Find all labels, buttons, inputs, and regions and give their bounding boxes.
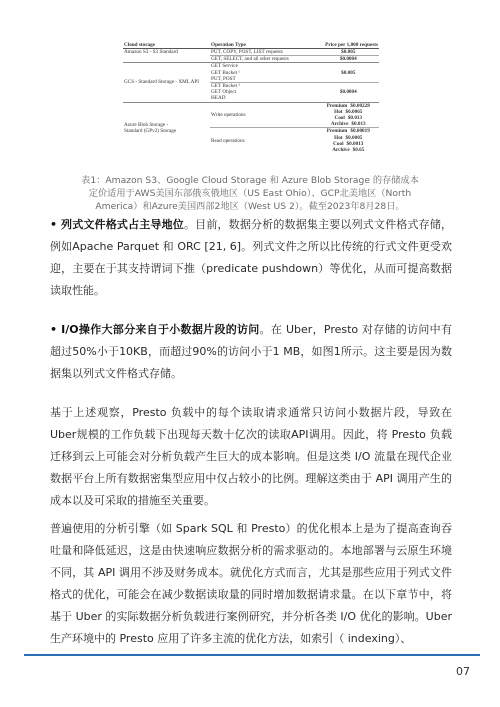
provider-gcs: GCS - Standard Storage - XML API [123,63,210,102]
price-cell: $0.005 [318,63,379,83]
paragraph-text: 。目前，数据分析的数据集主要以列式文件格式存储，例如Apache Parquet 和 ORC [21, 6]。列式文件之所以比传统的行式文件更受欢迎，主要在于其支持谓词下推（predicate pushdown）等优化，从而可提高数据读取性能。 [50,218,452,297]
tier-price: $0.00228 [350,102,370,109]
tier-label: Archive [330,121,349,128]
col-operation-type: Operation Type [210,42,318,49]
tier-price-cell [318,147,379,153]
table-caption: 表1：Amazon S3、Google Cloud Storage 和 Azure Blob Storage 的存储成本定价适用于AWS美国东部俄亥俄地区（US East Ohio）、GCP北美地区（North America）和Azure美国西部2地区（West US 2）。截至2023年8月28日。 [81,175,419,212]
table-row [123,102,379,109]
col-price: Price per 1,000 requests [318,42,379,49]
page-number: 07 [456,665,470,678]
tier-price: $0.013 [351,121,366,128]
tier-label: Premium [326,102,348,109]
footer-rule [24,654,480,656]
tier-label: Cool [334,115,345,122]
operation-cell: GET Service [210,63,318,70]
paragraph-analysis-engines: 普遍使用的分析引擎（如 Spark SQL 和 Presto）的优化根本上是为了提高查询吞吐量和降低延迟，这是由快速响应数据分析的需求驱动的。本地部署与云原生环境不同，其 API 调用不涉及财务成本。就优化方式而言，尤其是那些应用于列式文件格式的优化，可能会在减少数据读取量的同时增加数据请求量。在以下章节中，将基于 Uber 的实际数据分析负载进行案例研究，并分析各类 I/O 优化的影响。Uber 生产环境中的 Presto 应用了许多主流的优化方法，如索引（ indexing）、 [50,522,452,645]
table-row [123,49,379,56]
col-cloud-storage: Cloud storage [123,42,210,49]
tier-label: Archive [332,147,350,154]
paragraph-observation: 基于上述观察，Presto 负载中的每个读取请求通常只访问小数据片段，导致在Uber规模的工作负载下出现每天数十亿次的读取API调用。因此，将 Presto 负载迁移到云上可能会对分析负载产生巨大的成本影响。但是这类 I/O 流量在现代企业数据平台上所有数据密集型应用中仅占较小的比例。理解这类由于 API 调用产生的成本以及可采取的措施至关重要。 [50,406,452,507]
tier-label: Hot [334,108,343,115]
operation-cell: GET Bucket ² [210,83,318,90]
tier-price: $0.013 [347,115,363,122]
tier-price-cell [318,102,379,109]
operation-cell: PUT, POST [211,75,236,82]
table-row [123,63,379,70]
operation-cell: GET Bucket ¹ [211,69,240,76]
provider-azure-line1: Azure Blob Storage - [124,121,169,128]
provider-s3: Amazon S3 - S3 Standard [124,49,178,55]
operation-cell: HEAD [211,95,226,102]
tier-price: $0.0005 [345,134,363,141]
tier-price: $0.00019 [350,128,370,135]
operation-cell: Read operations [210,128,318,153]
tier-price: $0.65 [352,147,365,154]
tier-label: Premium [326,128,348,135]
bullet-heading: • I/O操作大部分来自于小数据片段的访问 [50,323,260,336]
operation-cell: PUT, COPY, POST, LIST requests [211,49,283,55]
tier-price-cell [318,128,379,135]
bullet-heading: • 列式文件格式占主导地位 [50,218,184,231]
tier-price-cell [318,121,379,128]
provider-azure [123,102,210,153]
tier-label: Hot [334,134,343,141]
price-cell: $0.0004 [318,56,379,63]
paragraph-columnar-formats [50,214,452,302]
paragraph-text: 。在 Uber，Presto 对存储的访问中有超过50%小于10KB，而超过90%的访问小于1 MB，如图1所示。这主要是因为数据集以列式文件格式存储。 [50,323,452,380]
paragraph-small-io [50,319,452,385]
price-cell: $0.0004 [318,83,379,103]
price-cell: $0.005 [341,49,356,55]
operation-cell: Write operations [210,102,318,128]
operation-cell: GET Object [211,89,237,96]
tier-price: $0.0065 [345,108,363,115]
provider-azure-line2: Standard (GPv2) Storage [124,127,177,134]
operation-cell: GET, SELECT, and all other requests [210,56,318,63]
tier-price: $0.0013 [346,140,364,147]
storage-cost-table [123,42,379,153]
tier-label: Cool [333,140,344,147]
